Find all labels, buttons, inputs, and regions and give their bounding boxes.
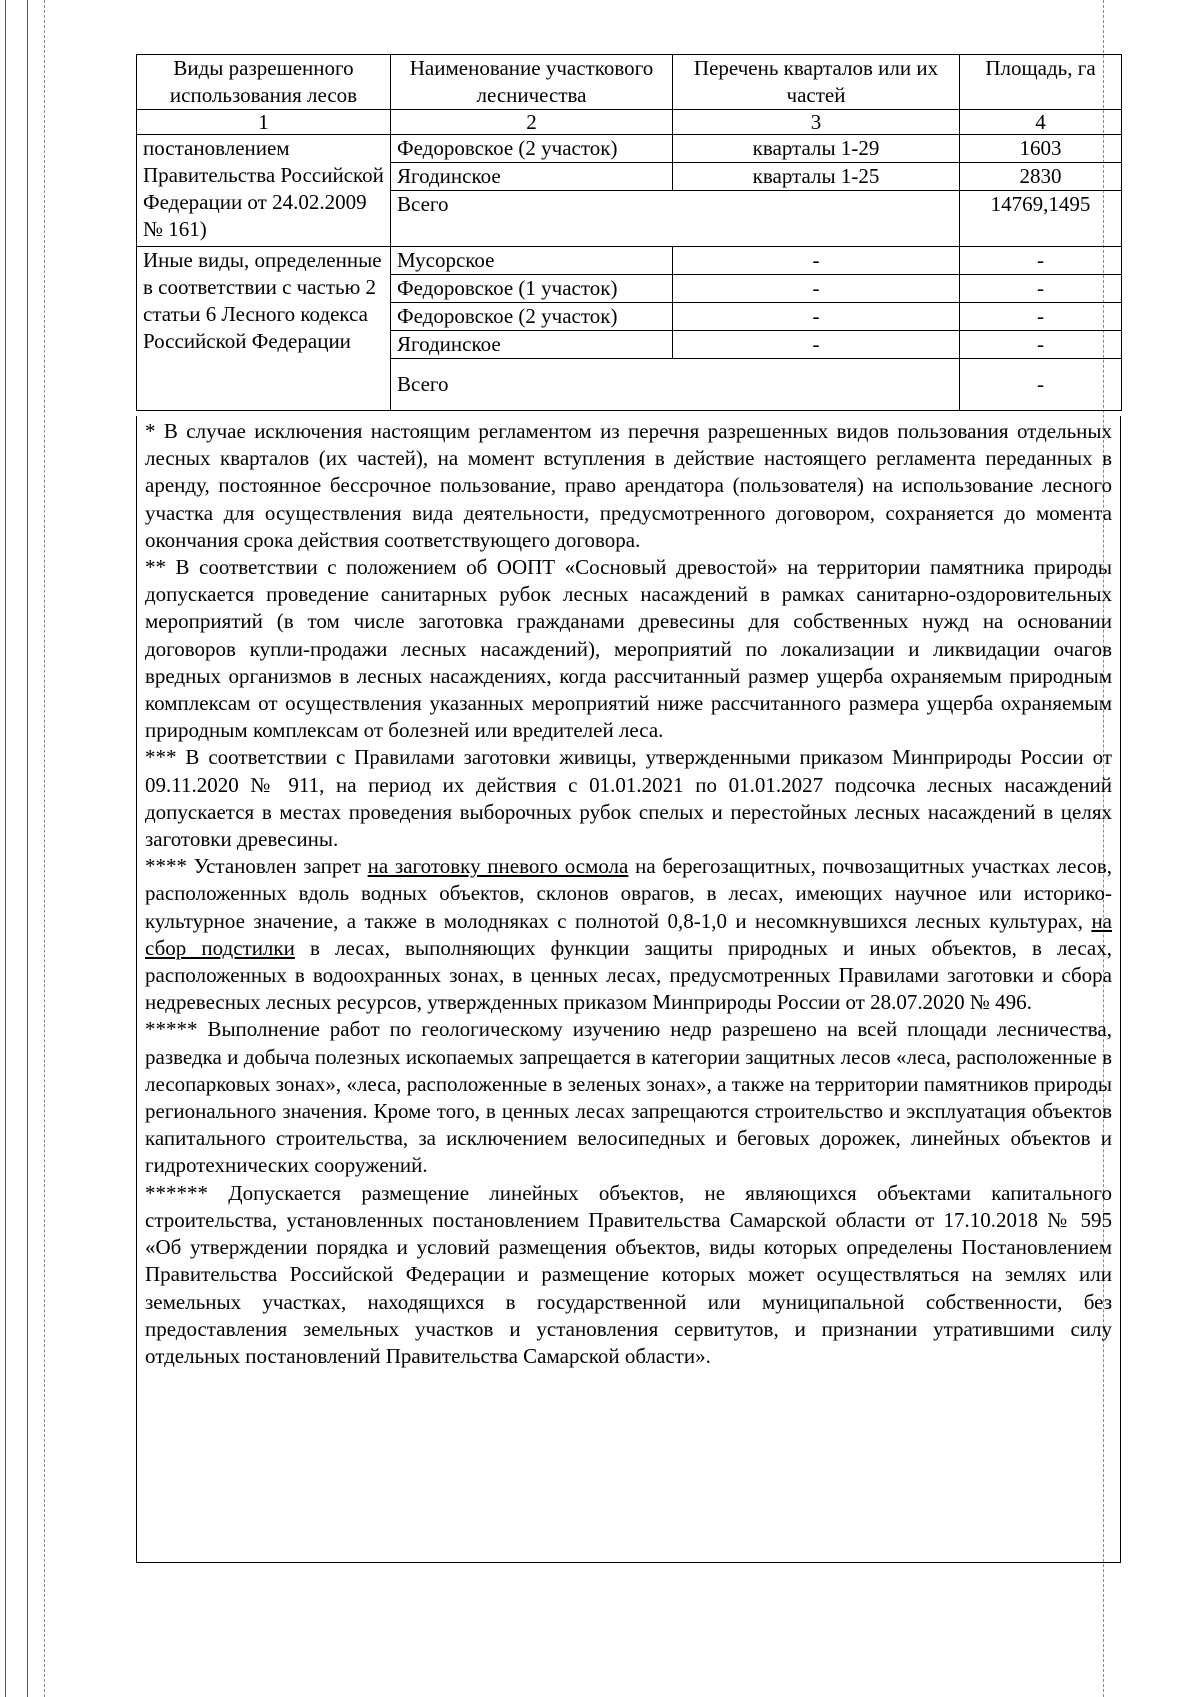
forestry-cell: Федоровское (2 участок) (391, 135, 673, 163)
total-area: 14769,1495 (960, 191, 1122, 247)
quarters-cell: кварталы 1-29 (673, 135, 960, 163)
forestry-cell: Ягодинское (391, 163, 673, 191)
footnote-6: ****** Допускается размещение линейных объектов, не являющихся объектами капитального строительства, установленных постановлением Правительства Самарской области от 17.10.2018 № 595 «Об утверждении порядка и условий размещения объектов, виды которых определены Постановлением Правительства Российской Федерации и размещение которых может осуществляться на землях или земельных участках, находящихся в государственной или муниципальной собственности, без предоставления земельных участков и установления сервитутов, и признании утратившими силу отдельных постановлений Правительства Самарской области». (145, 1180, 1112, 1368)
column-number-row (137, 110, 1122, 135)
forestry-cell: Ягодинское (391, 331, 673, 359)
scan-edge-dash (44, 0, 45, 1697)
footnote-5: ***** Выполнение работ по геологическому изучению недр разрешено на всей площади лесничества, разведка и добыча полезных ископаемых запрещается в категории защитных лесов «леса, расположенные в лесопарковых зонах», «леса, расположенные в зеленых зонах», а также на территории памятников природы регионального значения. Кроме того, в ценных лесах запрещаются строительство и эксплуатация объектов капитального строительства, за исключением велосипедных и беговых дорожек, линейных объектов и гидротехнических сооружений. (145, 1017, 1112, 1178)
scan-edge-line (5, 0, 6, 1697)
table-header-row (137, 55, 1122, 110)
area-cell: - (960, 247, 1122, 275)
forestry-cell: Федоровское (2 участок) (391, 303, 673, 331)
footnote-4-text: в лесах, выполняющих функции защиты природных и иных объектов, в лесах, расположенных в водоохранных зонах, в ценных лесах, предусмотренных Правилами заготовки и сбора недревесных лесных ресурсов, утвержденных приказом Минприроды России от 28.07.2020 № 496. (145, 935, 1112, 1015)
usage-cell: постановлением Правительства Российской Федерации от 24.02.2009 № 161) (137, 135, 391, 247)
column-number: 4 (960, 110, 1122, 135)
total-area: - (960, 359, 1122, 411)
forest-usage-table (136, 54, 1122, 411)
area-cell: 1603 (960, 135, 1122, 163)
area-cell: - (960, 303, 1122, 331)
area-cell: 2830 (960, 163, 1122, 191)
column-number: 3 (673, 110, 960, 135)
header-usage: Виды разрешенного использования лесов (137, 55, 391, 110)
footnote-4 (145, 853, 1112, 1016)
total-label: Всего (391, 359, 960, 411)
total-label: Всего (391, 191, 960, 247)
usage-cell: Иные виды, определенные в соответствии с частью 2 статьи 6 Лесного кодекса Российской Федерации (137, 247, 391, 411)
footnote-4-text: **** Установлен запрет (145, 854, 368, 879)
forestry-cell: Федоровское (1 участок) (391, 275, 673, 303)
footnote-2: ** В соответствии с положением об ООПТ «Сосновый древостой» на территории памятника природы допускается проведение санитарных рубок лесных насаждений в рамках санитарно-оздоровительных мероприятий (в том числе заготовка гражданами древесины для собственных нужд на основании договоров купли-продажи лесных насаждений), мероприятий по локализации и ликвидации очагов вредных организмов в лесных насаждениях, когда рассчитанный размер ущерба охраняемым природным комплексам от осуществления указанных мероприятий ниже рассчитанного размера ущерба охраняемым природным комплексам от болезней или вредителей леса. (145, 555, 1112, 743)
quarters-cell: - (673, 303, 960, 331)
column-number: 2 (391, 110, 673, 135)
area-cell: - (960, 331, 1122, 359)
footnote-1: * В случае исключения настоящим регламентом из перечня разрешенных видов пользования отдельных лесных кварталов (их частей), на момент вступления в действие настоящего регламента переданных в аренду, постоянное бессрочное пользование, право арендатора (пользователя) на использование лесного участка для осуществления вида деятельности, предусмотренного договором, сохраняется до момента окончания срока действия соответствующего договора. (145, 419, 1112, 552)
table-row (137, 247, 1122, 275)
quarters-cell: - (673, 331, 960, 359)
footnotes-box (136, 416, 1121, 1563)
header-forestry: Наименование участкового лесничества (391, 55, 673, 110)
scan-edge-line (27, 0, 28, 1697)
table-row (137, 135, 1122, 163)
forestry-cell: Мусорское (391, 247, 673, 275)
footnote-4-text: на берегозащитных, почвозащитных участках лесов, расположенных вдоль водных объектов, склонов оврагов, в лесах, имеющих научное или историко-культурное значение, а также в молодняках с полнотой 0,8-1,0 и несомкнувшихся лесных культурах, (145, 854, 1112, 933)
footnote-3: *** В соответствии с Правилами заготовки живицы, утвержденными приказом Минприроды России от 09.11.2020 № 911, на период их действия с 01.01.2021 по 01.01.2027 подсочка лесных насаждений допускается в местах проведения выборочных рубок спелых и перестойных лесных насаждений в целях заготовки древесины. (145, 745, 1112, 852)
column-number: 1 (137, 110, 391, 135)
quarters-cell: - (673, 275, 960, 303)
quarters-cell: кварталы 1-25 (673, 163, 960, 191)
footnote-4-underlined: на заготовку пневого осмола (367, 854, 629, 879)
header-quarters: Перечень кварталов или их частей (673, 55, 960, 110)
area-cell: - (960, 275, 1122, 303)
footnote-4-underlined: на сбор подстилки (145, 908, 1112, 960)
quarters-cell: - (673, 247, 960, 275)
header-area: Площадь, га (960, 55, 1122, 110)
